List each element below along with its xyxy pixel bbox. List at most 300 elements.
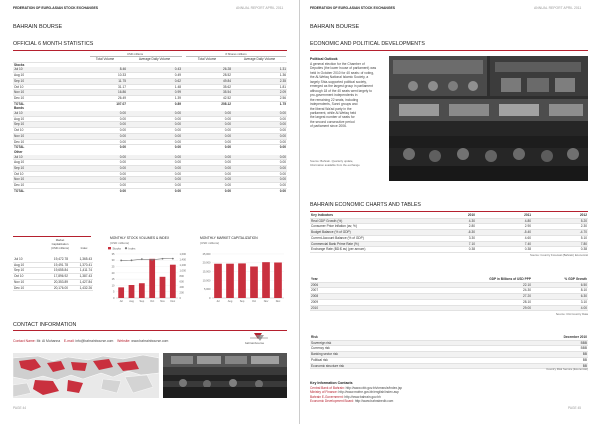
- mcap-month: Jul 10: [13, 257, 35, 262]
- stats-cell: 0.00: [232, 160, 287, 166]
- stats-cell: 0.00: [182, 111, 232, 116]
- political-text-line: emerged as the largest group in parliament: [310, 84, 373, 89]
- parliament-photo-collage: [389, 56, 588, 181]
- stats-cell: 0.00: [83, 111, 127, 116]
- stats-total-row: [13, 188, 287, 193]
- key-indicator-value: 2.30: [532, 224, 588, 230]
- chart1-y-tick: 35: [111, 252, 115, 256]
- chart1-y-tick: 15: [111, 278, 115, 282]
- stats-cell: 2.56: [232, 95, 287, 101]
- stats-cell: 0.00: [127, 116, 182, 122]
- chart1-y-tick: 30: [111, 259, 115, 263]
- political-text-line: although 18 of the 40 seats went largely to: [310, 88, 372, 93]
- key-indicator-name: Current-Account Balance (% of GDP): [310, 235, 420, 241]
- stats-cell: 0.49: [127, 73, 182, 79]
- chart2-bar: [238, 263, 246, 298]
- stats-cell: 0.00: [83, 166, 127, 172]
- chart1-y2-tick: 1,600: [179, 252, 186, 256]
- link-label: Ministry of Finance:: [310, 390, 339, 395]
- key-indicator-value: 7.40: [476, 241, 532, 247]
- key-indicator-value: -6.30: [420, 230, 476, 236]
- stats-cell: 0.00: [182, 160, 232, 166]
- stats-month: Oct 10: [13, 84, 83, 90]
- mcap-head-3: (USD millions): [51, 246, 69, 250]
- chart2-x-tick: Nov: [263, 300, 269, 303]
- stats-cell: 0.43: [127, 67, 182, 72]
- key-indicator-value: 4.60: [476, 235, 532, 241]
- stats-col-header: Total Volume: [83, 57, 127, 62]
- stats-month: Jul 10: [13, 111, 83, 116]
- stats-month: Aug 10: [13, 73, 83, 79]
- risk-rating: BB: [532, 357, 588, 363]
- stats-cell: 0.00: [182, 155, 232, 160]
- mcap-cell: 19,655.84: [35, 268, 69, 274]
- risk-rating: BBB: [532, 346, 588, 352]
- stats-cell: 0.00: [83, 171, 127, 177]
- stats-cell: 35.54: [182, 90, 232, 96]
- stats-total-cell: 208.12: [182, 101, 232, 106]
- gdp-table: [310, 277, 588, 311]
- gdp-cell: 27.20: [420, 294, 532, 300]
- stats-cell: 0.00: [83, 139, 127, 145]
- mcap-month: Aug 10: [13, 262, 35, 268]
- political-text-line: independents, Sunni groups and: [310, 102, 358, 107]
- chart1-y-tick: 0: [113, 296, 115, 300]
- gdp-cell: 4.00: [532, 305, 588, 311]
- stats-total-cell: 0.00: [182, 145, 232, 150]
- stats-cell: 42.52: [182, 95, 232, 101]
- chart2-y-tick: 15,000: [202, 270, 211, 274]
- gdp-head-growth: % GDP Growth: [532, 277, 588, 282]
- legend-index-label: Index: [128, 246, 136, 251]
- political-outlook-heading: Political Outlook: [310, 57, 338, 61]
- table-row: [310, 247, 588, 253]
- chart2-bar: [250, 267, 258, 298]
- contact-title: CONTACT INFORMATION: [13, 322, 77, 328]
- links-title: Key Information Contacts: [310, 381, 353, 385]
- chart2-title: MONTHLY MARKET CAPITALIZATION: [200, 236, 258, 240]
- chart2-x-tick: Sep: [239, 300, 245, 303]
- official-stats-table: [13, 57, 287, 194]
- key-indicator-value: 0.38: [476, 247, 532, 253]
- chart2-bar: [214, 264, 222, 298]
- chart2-x-tick: Dec: [275, 300, 281, 303]
- logo-text: bahrainbourse: [245, 341, 265, 345]
- gdp-cell: 6.30: [532, 294, 588, 300]
- link-url[interactable]: http://www.mofne.gov.bh/english/index.asp: [338, 390, 399, 395]
- risk-rating: BB: [532, 352, 588, 358]
- mcap-cell: 1,387.43: [69, 274, 93, 280]
- stats-total-cell: 0.00: [182, 188, 232, 193]
- stats-total-cell: 107.07: [83, 101, 127, 106]
- stats-cell: 0.00: [83, 116, 127, 122]
- risk-name: Economic structure risk: [310, 363, 532, 369]
- stats-cell: 0.00: [83, 128, 127, 134]
- chart1-index-point: [131, 259, 133, 261]
- shares-group-header: # Shares millions: [225, 52, 247, 56]
- key-indicators-table: [310, 213, 588, 253]
- chart1-x-tick: Oct: [150, 300, 155, 303]
- gdp-year: 2006: [310, 282, 420, 288]
- stats-cell: 0.00: [127, 128, 182, 134]
- contact-email-label: E-mail:: [63, 339, 75, 343]
- stats-cell: 0.00: [232, 171, 287, 177]
- mcap-month: Oct 10: [13, 274, 35, 280]
- mcap-cell: 17,896.92: [35, 274, 69, 280]
- chart2-y-tick: 5,000: [204, 288, 211, 292]
- risk-table: [310, 335, 588, 369]
- risk-name: Currency risk: [310, 346, 532, 352]
- key-indicators-year: 2011: [476, 213, 532, 218]
- chart1-y2-tick: 800: [179, 274, 184, 278]
- chart1-x-tick: Aug: [129, 300, 134, 303]
- econ-pol-rule: [310, 50, 588, 51]
- chart2-y-tick: 10,000: [202, 279, 211, 283]
- stats-cell: 0.00: [232, 116, 287, 122]
- stats-total-cell: 0.00: [232, 188, 287, 193]
- mcap-month: Dec 10: [13, 285, 35, 291]
- stats-cell: 0.00: [127, 122, 182, 128]
- key-indicators-year: 2012: [532, 213, 588, 218]
- stats-month: Nov 10: [13, 177, 83, 183]
- parliament-photos: [389, 56, 588, 181]
- stats-total-cell: 0.00: [127, 188, 182, 193]
- stats-cell: 35.62: [182, 84, 232, 90]
- key-indicator-value: 7.10: [420, 241, 476, 247]
- mcap-cell: 1,365.43: [69, 257, 93, 262]
- right-footer: PAGE 45: [568, 406, 582, 410]
- political-text-line: parliament, while Al-Wefaq held: [310, 110, 357, 115]
- stats-cell: 1.31: [232, 67, 287, 72]
- link-label: Bahrain E-Government:: [310, 394, 345, 399]
- chart1-y2-tick: 0: [179, 296, 181, 300]
- political-text-line: held in October 2010 for 40 seats: of voting,: [310, 70, 374, 75]
- stats-month: Sep 10: [13, 166, 83, 172]
- political-text-line: of parliament since 2006.: [310, 124, 347, 129]
- stats-col-header: Average Daily Volume: [127, 57, 182, 62]
- stats-cell: 0.00: [83, 122, 127, 128]
- contact-web-label: Website:: [117, 339, 131, 343]
- stats-month: Jul 10: [13, 155, 83, 160]
- contact-web[interactable]: www.bahrainbourse.com: [131, 339, 169, 343]
- stats-cell: 0.00: [182, 171, 232, 177]
- link-label: Central Bank of Bahrain:: [310, 386, 346, 390]
- stats-cell: 0.00: [127, 155, 182, 160]
- stats-cell: 0.00: [127, 171, 182, 177]
- mcap-cell: 20,176.00: [35, 285, 69, 291]
- chart2-x-tick: Jul: [216, 300, 220, 303]
- chart1-y2-tick: 1,400: [179, 258, 186, 262]
- stats-cell: 0.62: [127, 78, 182, 84]
- stats-month: Oct 10: [13, 171, 83, 177]
- stats-month: Nov 10: [13, 90, 83, 96]
- right-section-title: BAHRAIN BOURSE: [310, 24, 360, 30]
- key-indicator-value: 5.10: [532, 235, 588, 241]
- contact-name-label: Contact Name:: [13, 339, 36, 343]
- key-indicator-value: 3.30: [420, 235, 476, 241]
- link-url[interactable]: http://www.cbb.gov.bh/cmsrule/index.jsp: [345, 386, 403, 390]
- link-url[interactable]: http://www.bahrainedb.com: [354, 398, 394, 403]
- stats-cell: 26.49: [83, 95, 127, 101]
- risk-head: Risk: [310, 335, 532, 340]
- table-row: [13, 285, 93, 291]
- gdp-year: 2010: [310, 305, 420, 311]
- mcap-cell: 1,370.41: [69, 262, 93, 268]
- stats-cell: 2.09: [232, 90, 287, 96]
- stats-cell: 0.00: [232, 133, 287, 139]
- stats-month: Nov 10: [13, 133, 83, 139]
- chart1-index-point: [120, 260, 122, 262]
- bahrain-bourse-logo: [242, 331, 286, 347]
- trading-floor-image: [163, 353, 287, 398]
- chart2-bar: [226, 264, 234, 298]
- gdp-cell: 28.10: [420, 299, 532, 305]
- contact-email[interactable]: info@bahrainbourse.com: [75, 339, 114, 343]
- stats-cell: 0.00: [83, 183, 127, 189]
- gdp-cell: 3.10: [532, 299, 588, 305]
- key-indicator-name: Consumer Price Inflation (av; %): [310, 224, 420, 230]
- chart2-x-tick: Oct: [251, 300, 257, 303]
- trading-floor-photo: [163, 353, 287, 398]
- stats-cell: 0.00: [127, 133, 182, 139]
- stats-cell: 0.00: [182, 116, 232, 122]
- chart1-bar: [149, 259, 155, 298]
- key-indicator-value: 2.90: [476, 224, 532, 230]
- chart1-y2-tick: 600: [179, 280, 184, 284]
- stats-cell: 0.00: [127, 177, 182, 183]
- key-indicator-value: -4.70: [532, 230, 588, 236]
- key-indicators-year: 2010: [420, 213, 476, 218]
- key-indicator-name: Real GDP Growth (%): [310, 218, 420, 224]
- chart1-x-tick: Nov: [160, 300, 165, 303]
- stats-cell: 0.00: [182, 133, 232, 139]
- political-text-line: the second consecutive period: [310, 119, 355, 124]
- chart1-x-tick: Dec: [170, 300, 176, 303]
- gdp-year: 2009: [310, 299, 420, 305]
- chart1-index-point: [162, 258, 164, 260]
- chart2-subtitle: (USD millions): [200, 241, 220, 245]
- stats-group-name: Bonds: [14, 106, 24, 111]
- key-indicator-value: 4.30: [420, 218, 476, 224]
- gdp-cell: 8.10: [532, 288, 588, 294]
- chart1-x-tick: Sep: [139, 300, 145, 303]
- stats-cell: 0.00: [83, 177, 127, 183]
- stats-month: Aug 10: [13, 160, 83, 166]
- stats-cell: 0.00: [83, 133, 127, 139]
- stats-month: Sep 10: [13, 78, 83, 84]
- key-indicator-name: Commercial Bank Prime Rate (%): [310, 241, 420, 247]
- chart1-bar: [139, 283, 145, 298]
- stats-month: Oct 10: [13, 128, 83, 134]
- stats-cell: 2.35: [232, 78, 287, 84]
- gdp-cell: 22.10: [420, 282, 532, 288]
- stats-month: Dec 10: [13, 95, 83, 101]
- chart1-bar: [160, 277, 166, 298]
- stats-cell: 11.75: [83, 78, 127, 84]
- stats-cell: 1.36: [232, 73, 287, 79]
- stats-total-cell: 1.75: [232, 101, 287, 106]
- stats-cell: 0.00: [232, 155, 287, 160]
- stats-cell: 0.00: [232, 183, 287, 189]
- key-indicator-name: Exchange Rate (BD:$ av) (per annum): [310, 247, 420, 253]
- mcap-top-rule: [13, 236, 91, 237]
- stats-cell: 0.00: [83, 155, 127, 160]
- gdp-head-ppp: GDP in Billions of USD PPP: [420, 277, 532, 282]
- stats-month: Sep 10: [13, 122, 83, 128]
- stats-cell: 1.39: [127, 95, 182, 101]
- key-indicator-value: 4.80: [476, 218, 532, 224]
- legend-stocks-label: Stocks: [112, 246, 121, 251]
- stats-cell: 0.00: [232, 111, 287, 116]
- chart1-y2-tick: 400: [179, 285, 184, 289]
- stats-total-cell: 0.00: [83, 188, 127, 193]
- contact-name: Mr. Al Muhanna: [36, 339, 61, 343]
- stats-cell: 8.46: [83, 67, 127, 72]
- gdp-cell: 24.30: [420, 288, 532, 294]
- stats-cell: 0.00: [83, 160, 127, 166]
- risk-name: Sovereign risk: [310, 340, 532, 346]
- risk-rating: BBB: [532, 340, 588, 346]
- risk-rating: BB: [532, 363, 588, 369]
- key-indicator-value: 7.80: [532, 241, 588, 247]
- stats-month: Dec 10: [13, 183, 83, 189]
- mcap-cell: 1,427.84: [69, 279, 93, 285]
- links-list: [310, 386, 588, 403]
- political-text-line: the liberal Wa'ad party in the: [310, 106, 352, 111]
- mcap-cell: 19,472.78: [35, 257, 69, 262]
- political-text-line: Deputies (the lower house of parliament) was: [310, 66, 377, 71]
- stats-total-label: TOTAL: [13, 188, 83, 193]
- stats-cell: 0.00: [232, 128, 287, 134]
- chart1-x-tick: Jul: [119, 300, 123, 303]
- contact-line: [13, 339, 168, 343]
- chart1-bar: [118, 287, 124, 298]
- stats-cell: 0.00: [182, 177, 232, 183]
- stats-cell: 16.86: [83, 90, 127, 96]
- photo-caption-2: Information available from the exchange: [310, 163, 360, 167]
- mcap-month: Nov 10: [13, 279, 35, 285]
- gdp-year: 2008: [310, 294, 420, 300]
- stats-total-cell: 0.00: [232, 145, 287, 150]
- stats-total-cell: 0.89: [127, 101, 182, 106]
- chart1-y-tick: 10: [111, 284, 115, 288]
- mcap-head-index: Index: [80, 246, 88, 250]
- stats-cell: 0.00: [182, 128, 232, 134]
- link-label: Economic Development Board:: [310, 398, 355, 403]
- chart1-y-tick: 20: [111, 271, 115, 275]
- usd-group-header: USD millions: [126, 52, 143, 56]
- legend-stocks-swatch: [108, 247, 111, 249]
- left-header-title: FEDERATION OF EURO-ASIAN STOCK EXCHANGES: [13, 6, 99, 10]
- chart1-y2-tick: 1,200: [179, 263, 186, 267]
- stats-title: OFFICIAL 6 MONTH STATISTICS: [13, 41, 94, 47]
- chart1-y-tick: 25: [111, 265, 115, 269]
- link-line: [310, 399, 588, 403]
- left-footer: PAGE 44: [13, 406, 27, 410]
- key-indicator-value: 0.38: [532, 247, 588, 253]
- gdp-year: 2007: [310, 288, 420, 294]
- stats-cell: 0.00: [182, 166, 232, 172]
- stats-cell: 0.00: [127, 160, 182, 166]
- chart2-bar: [262, 262, 270, 298]
- region-map: [13, 353, 159, 398]
- key-indicator-value: -5.40: [476, 230, 532, 236]
- mcap-cell: 20,353.89: [35, 279, 69, 285]
- chart2-x-tick: Aug: [227, 300, 233, 303]
- risk-source: Country Risk Service (Economist): [546, 367, 588, 371]
- chart1-index-point: [151, 259, 153, 261]
- key-indicator-value: 0.38: [420, 247, 476, 253]
- key-indicators-source: Source: Country Forecast (Bahrain) Economist: [530, 253, 588, 257]
- mcap-month: Sep 10: [13, 268, 35, 274]
- photo-caption-1: Source: Bahrain. Quarterly update,: [310, 159, 354, 163]
- legend-index-marker: [125, 247, 127, 249]
- stats-total-label: TOTAL: [13, 145, 83, 150]
- chart1-y2-tick: 1,000: [179, 269, 186, 273]
- stats-group-name: Stocks: [14, 62, 25, 67]
- left-section-title: BAHRAIN BOURSE: [13, 24, 63, 30]
- key-indicators-head: Key Indicators: [310, 213, 420, 218]
- chart1-subtitle: (USD millions): [110, 241, 130, 245]
- stats-cell: 0.00: [182, 122, 232, 128]
- econ-pol-title: ECONOMIC AND POLITICAL DEVELOPMENTS: [310, 41, 425, 47]
- stats-cell: 0.00: [127, 166, 182, 172]
- stats-cell: 26.28: [182, 67, 232, 72]
- stats-cell: 0.00: [127, 183, 182, 189]
- political-text-line: the largest number of seats for: [310, 115, 355, 120]
- chart1-y2-tick: 200: [179, 291, 184, 295]
- stats-cell: 0.00: [127, 111, 182, 116]
- key-indicator-name: Budget Balance (% of GDP): [310, 230, 420, 236]
- stats-total-label: TOTAL: [13, 101, 83, 106]
- stats-month: Dec 10: [13, 139, 83, 145]
- mcap-table: [13, 257, 93, 291]
- stats-total-cell: 0.00: [83, 145, 127, 150]
- region-map-graphic: [13, 353, 159, 398]
- econ-charts-title: BAHRAIN ECONOMIC CHARTS AND TABLES: [310, 202, 421, 208]
- econ-charts-rule: [310, 211, 588, 212]
- gdp-cell: 6.50: [532, 282, 588, 288]
- right-page: [300, 0, 600, 424]
- risk-name: Political risk: [310, 357, 532, 363]
- table-row: [310, 305, 588, 311]
- key-indicator-value: 5.20: [532, 218, 588, 224]
- stats-cell: 0.00: [232, 139, 287, 145]
- gdp-source: Source: CIA Country Data: [555, 312, 588, 316]
- stats-col-header: Total Volume: [182, 57, 232, 62]
- right-header-report: ANNUAL REPORT APRIL 2011: [534, 6, 582, 10]
- chart1-index-point: [141, 258, 143, 260]
- political-text-line: the remaining 22 seats, including: [310, 97, 359, 102]
- political-text-line: the Al-Wefaq National Islamic Society, a: [310, 75, 369, 80]
- stats-cell: 0.00: [232, 122, 287, 128]
- chart1-y-tick: 5: [113, 290, 115, 294]
- stats-cell: 0.00: [127, 139, 182, 145]
- stats-cell: 31.17: [83, 84, 127, 90]
- chart-stock-volumes-index: [106, 246, 192, 306]
- stats-cell: 0.99: [127, 90, 182, 96]
- political-text-line: A general election for the Chamber of: [310, 62, 365, 66]
- stats-col-header: Average Daily Volume: [232, 57, 287, 62]
- stats-cell: 10.33: [83, 73, 127, 79]
- political-text-line: pro-government independents in: [310, 93, 358, 98]
- chart1-bar: [129, 285, 135, 298]
- chart1-title: MONTHLY STOCK VOLUMES & INDEX: [110, 236, 170, 240]
- stats-cell: 49.84: [182, 78, 232, 84]
- link-url[interactable]: http://www.bahrain.gov.bh: [344, 394, 381, 399]
- chart-market-cap: [196, 246, 288, 306]
- mcap-cell: 1,411.74: [69, 268, 93, 274]
